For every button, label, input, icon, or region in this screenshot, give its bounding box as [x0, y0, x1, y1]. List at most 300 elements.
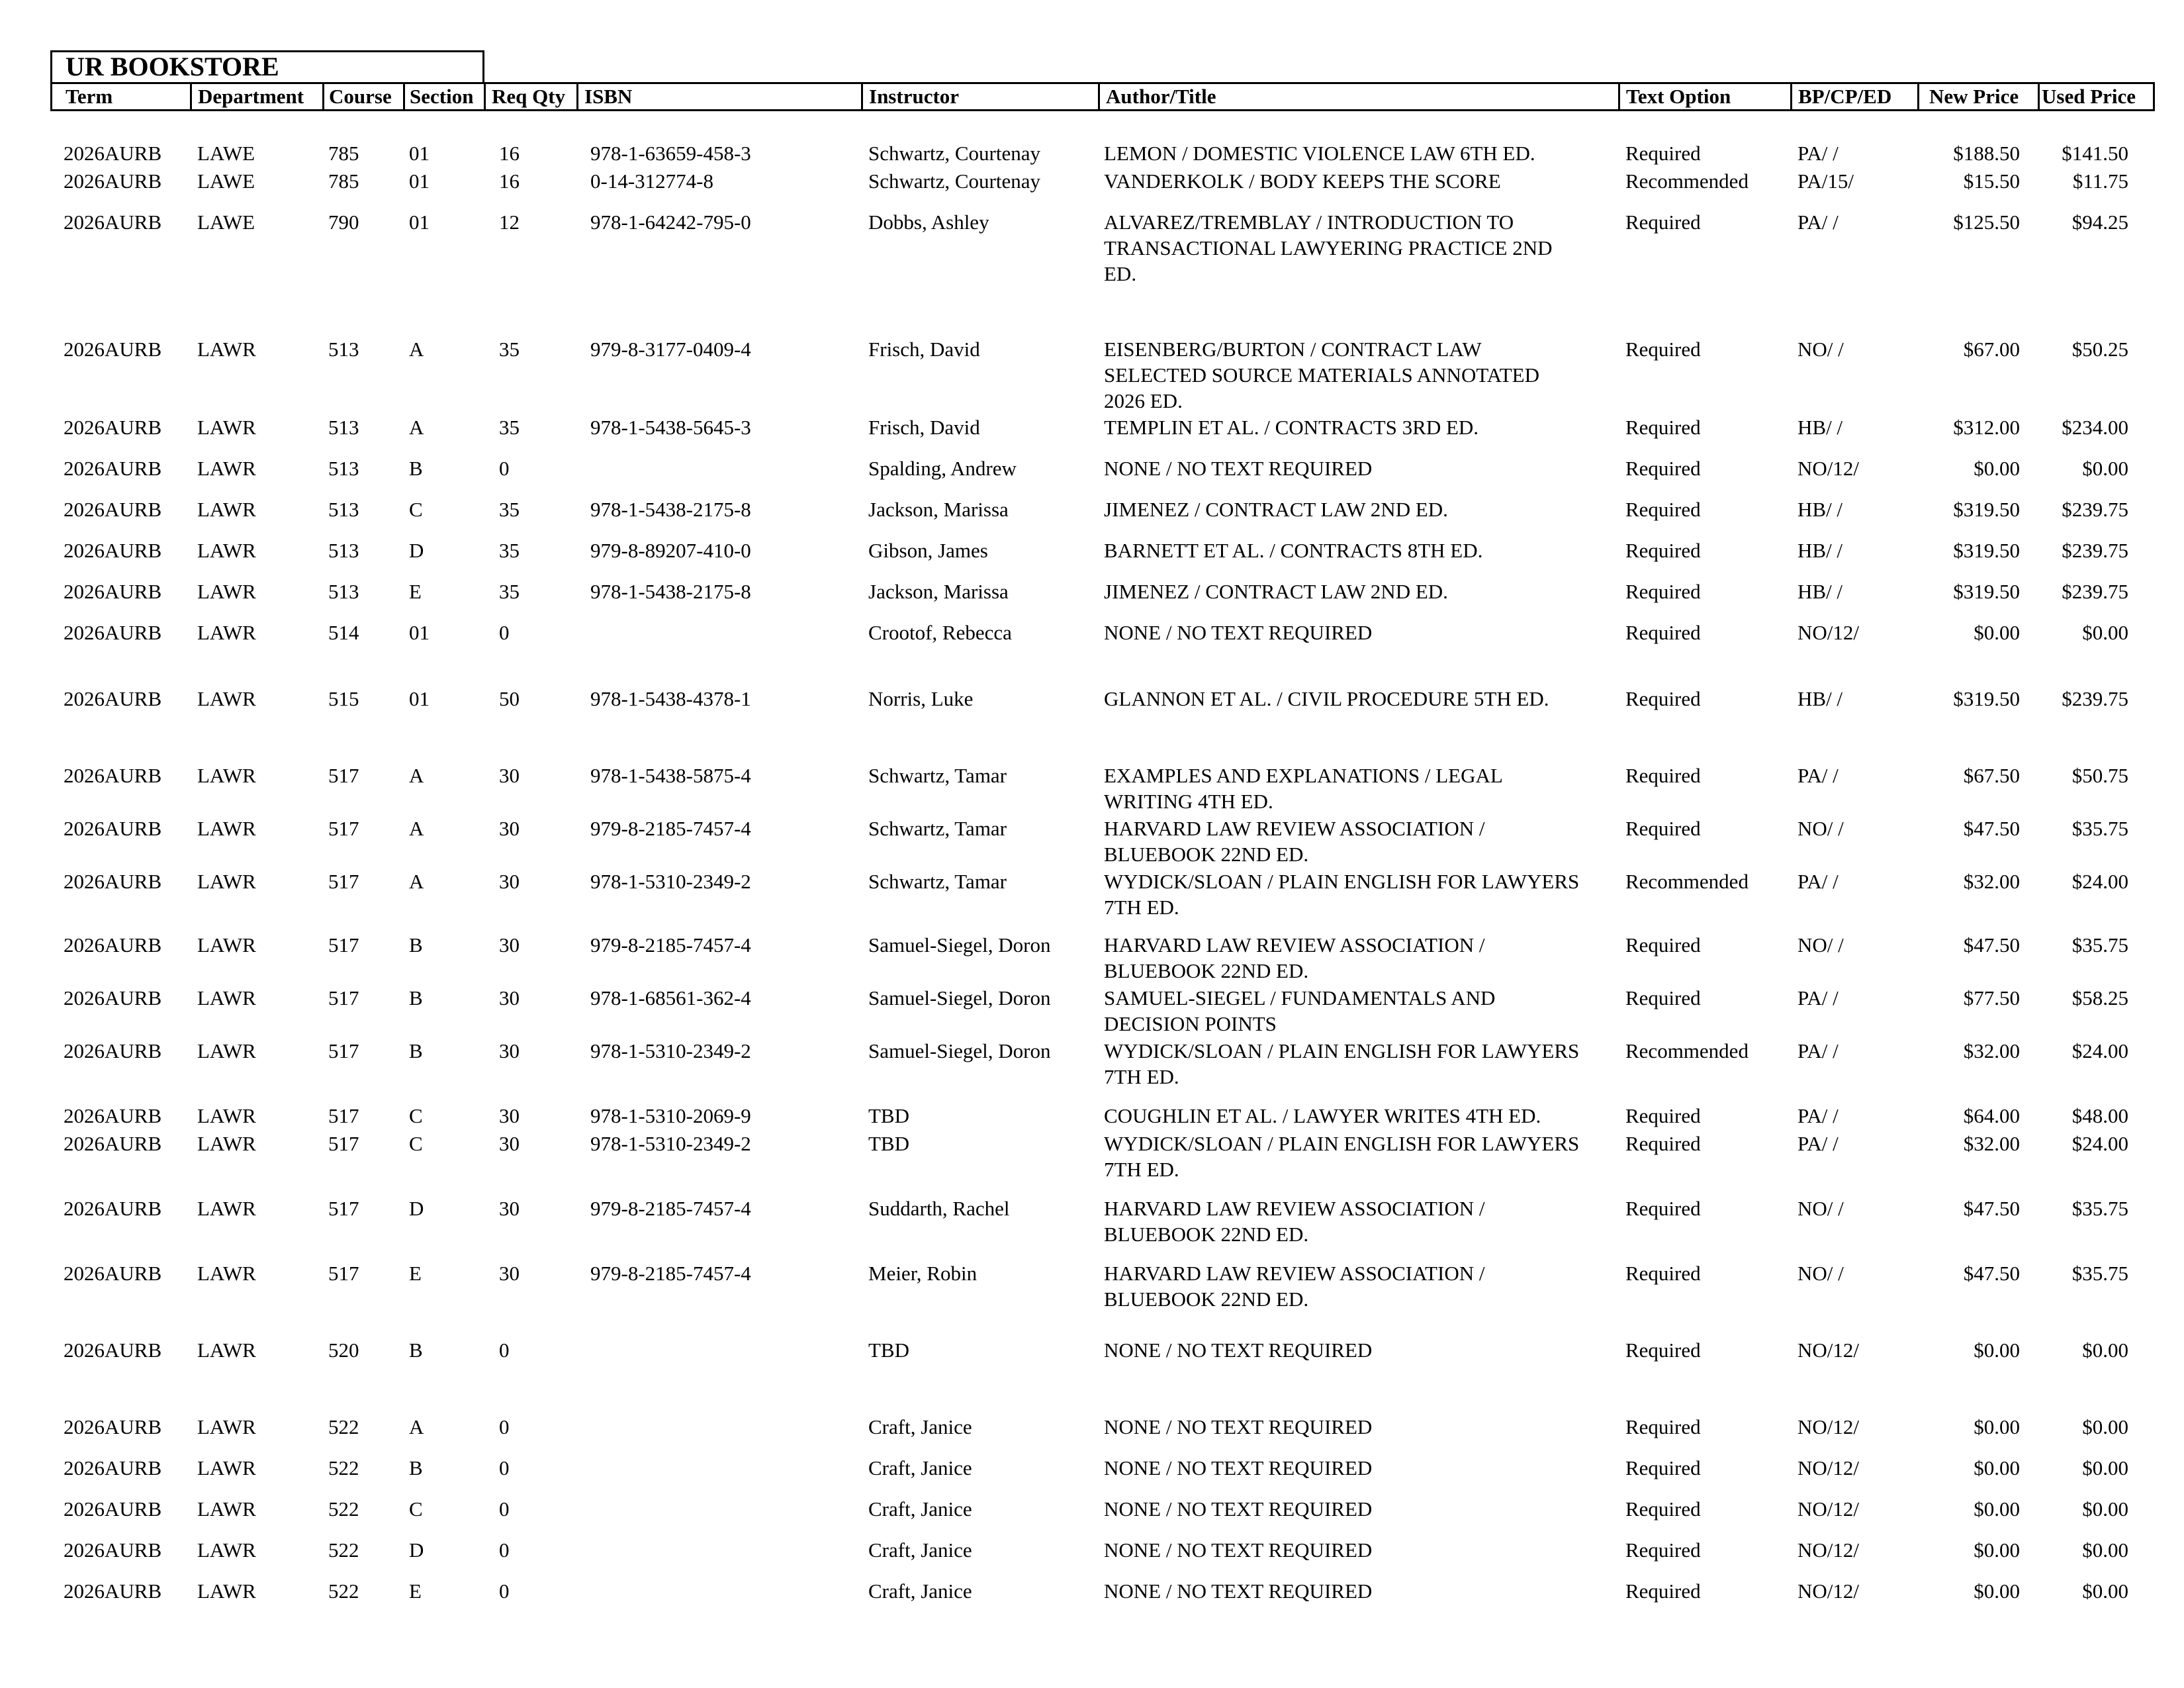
cell-req-qty: 35	[499, 580, 520, 603]
cell-instructor: Craft, Janice	[868, 1538, 972, 1562]
cell-bp-cp-ed: NO/ /	[1797, 338, 1844, 361]
cell-bp-cp-ed: NO/ /	[1797, 933, 1844, 957]
cell-course: 513	[328, 457, 359, 480]
cell-section: C	[409, 1104, 423, 1127]
cell-bp-cp-ed: PA/ /	[1797, 1104, 1839, 1127]
cell-term: 2026AURB	[64, 1197, 162, 1220]
author-title-line: SAMUEL-SIEGEL / FUNDAMENTALS AND	[1104, 986, 1496, 1009]
cell-instructor: Frisch, David	[868, 416, 980, 439]
cell-text-option: Required	[1625, 1262, 1701, 1285]
cell-req-qty: 30	[499, 1132, 520, 1155]
cell-instructor: Jackson, Marissa	[868, 498, 1009, 521]
cell-instructor: Samuel-Siegel, Doron	[868, 986, 1051, 1009]
cell-term: 2026AURB	[64, 338, 162, 361]
cell-isbn: 978-1-5438-2175-8	[590, 580, 751, 603]
cell-instructor: Schwartz, Tamar	[868, 870, 1007, 893]
cell-section: B	[409, 1338, 423, 1362]
cell-instructor: Samuel-Siegel, Doron	[868, 1039, 1051, 1062]
cell-instructor: Norris, Luke	[868, 687, 974, 710]
author-title-line: TRANSACTIONAL LAWYERING PRACTICE 2ND	[1104, 236, 1553, 259]
cell-req-qty: 0	[499, 1538, 510, 1562]
cell-req-qty: 16	[499, 142, 520, 165]
cell-department: LAWR	[197, 764, 256, 787]
author-title-line: NONE / NO TEXT REQUIRED	[1104, 1538, 1373, 1562]
cell-author-title	[1104, 932, 1484, 984]
cell-bp-cp-ed: PA/15/	[1797, 169, 1854, 193]
cell-used-price: $50.25	[2071, 338, 2128, 361]
cell-text-option: Recommended	[1625, 1039, 1749, 1062]
cell-author-title	[1104, 1260, 1484, 1312]
cell-bp-cp-ed: NO/ /	[1797, 817, 1844, 840]
cell-course: 522	[328, 1538, 359, 1562]
author-title-line: TEMPLIN ET AL. / CONTRACTS 3RD ED.	[1104, 416, 1479, 439]
cell-instructor: Schwartz, Courtenay	[868, 142, 1040, 165]
cell-req-qty: 30	[499, 1262, 520, 1285]
cell-used-price: $0.00	[2082, 1579, 2128, 1603]
author-title-line: 7TH ED.	[1104, 896, 1179, 919]
cell-req-qty: 30	[499, 1197, 520, 1220]
cell-bp-cp-ed: HB/ /	[1797, 580, 1843, 603]
cell-isbn: 979-8-89207-410-0	[590, 539, 751, 562]
cell-new-price: $67.00	[1963, 338, 2020, 361]
cell-section: 01	[409, 211, 430, 234]
cell-req-qty: 0	[499, 1415, 510, 1438]
cell-instructor: TBD	[868, 1132, 909, 1155]
cell-isbn: 978-1-68561-362-4	[590, 986, 751, 1009]
cell-author-title	[1104, 1103, 1541, 1129]
cell-bp-cp-ed: PA/ /	[1797, 764, 1839, 787]
cell-section: 01	[409, 142, 430, 165]
author-title-line: ALVAREZ/TREMBLAY / INTRODUCTION TO	[1104, 211, 1514, 234]
cell-used-price: $239.75	[2062, 498, 2128, 521]
cell-used-price: $24.00	[2071, 1132, 2128, 1155]
cell-req-qty: 50	[499, 687, 520, 710]
cell-instructor: Craft, Janice	[868, 1456, 972, 1479]
cell-author-title	[1104, 985, 1495, 1037]
cell-bp-cp-ed: NO/12/	[1797, 1538, 1859, 1562]
cell-term: 2026AURB	[64, 498, 162, 521]
author-title-line: VANDERKOLK / BODY KEEPS THE SCORE	[1104, 169, 1501, 193]
cell-course: 517	[328, 1132, 359, 1155]
cell-department: LAWE	[197, 211, 255, 234]
cell-text-option: Required	[1625, 1579, 1701, 1603]
cell-section: C	[409, 498, 423, 521]
cell-department: LAWR	[197, 986, 256, 1009]
header-course: Course	[329, 85, 392, 108]
cell-section: A	[409, 338, 424, 361]
cell-course: 513	[328, 416, 359, 439]
cell-text-option: Required	[1625, 764, 1701, 787]
cell-new-price: $319.50	[1953, 580, 2020, 603]
author-title-line: WYDICK/SLOAN / PLAIN ENGLISH FOR LAWYERS	[1104, 1132, 1580, 1155]
cell-department: LAWR	[197, 580, 256, 603]
cell-department: LAWR	[197, 687, 256, 710]
cell-section: 01	[409, 621, 430, 644]
cell-text-option: Required	[1625, 142, 1701, 165]
cell-text-option: Required	[1625, 933, 1701, 957]
cell-isbn: 978-1-5438-2175-8	[590, 498, 751, 521]
cell-course: 517	[328, 817, 359, 840]
cell-req-qty: 30	[499, 986, 520, 1009]
cell-isbn: 978-1-5438-4378-1	[590, 687, 751, 710]
cell-section: D	[409, 1538, 424, 1562]
cell-used-price: $35.75	[2071, 817, 2128, 840]
cell-section: B	[409, 933, 423, 957]
cell-department: LAWR	[197, 1415, 256, 1438]
author-title-line: LEMON / DOMESTIC VIOLENCE LAW 6TH ED.	[1104, 142, 1535, 165]
cell-section: E	[409, 580, 422, 603]
cell-bp-cp-ed: PA/ /	[1797, 1132, 1839, 1155]
cell-req-qty: 30	[499, 1039, 520, 1062]
cell-department: LAWR	[197, 457, 256, 480]
author-title-line: BLUEBOOK 22ND ED.	[1104, 1223, 1309, 1246]
cell-author-title	[1104, 140, 1535, 166]
cell-new-price: $64.00	[1963, 1104, 2020, 1127]
cell-course: 522	[328, 1497, 359, 1521]
cell-req-qty: 30	[499, 1104, 520, 1127]
cell-isbn: 978-1-5310-2349-2	[590, 870, 751, 893]
author-title-line: BARNETT ET AL. / CONTRACTS 8TH ED.	[1104, 539, 1483, 562]
cell-new-price: $0.00	[1974, 1456, 2020, 1479]
author-title-line: HARVARD LAW REVIEW ASSOCIATION /	[1104, 1262, 1485, 1285]
cell-new-price: $0.00	[1974, 1497, 2020, 1521]
cell-author-title	[1104, 1455, 1372, 1481]
author-title-line: 2026 ED.	[1104, 389, 1183, 412]
author-title-line: 7TH ED.	[1104, 1065, 1179, 1088]
cell-author-title	[1104, 1414, 1372, 1440]
cell-department: LAWR	[197, 1338, 256, 1362]
author-title-line: BLUEBOOK 22ND ED.	[1104, 843, 1309, 866]
cell-section: A	[409, 764, 424, 787]
cell-department: LAWR	[197, 1104, 256, 1127]
cell-term: 2026AURB	[64, 1497, 162, 1521]
cell-isbn: 979-8-2185-7457-4	[590, 933, 751, 957]
cell-instructor: Gibson, James	[868, 539, 988, 562]
cell-course: 513	[328, 580, 359, 603]
cell-bp-cp-ed: NO/12/	[1797, 1415, 1859, 1438]
author-title-line: NONE / NO TEXT REQUIRED	[1104, 457, 1373, 480]
cell-new-price: $32.00	[1963, 870, 2020, 893]
cell-section: E	[409, 1579, 422, 1603]
cell-term: 2026AURB	[64, 142, 162, 165]
author-title-line: 7TH ED.	[1104, 1158, 1179, 1181]
cell-instructor: Schwartz, Tamar	[868, 764, 1007, 787]
cell-section: 01	[409, 169, 430, 193]
cell-author-title	[1104, 1196, 1484, 1247]
cell-req-qty: 30	[499, 870, 520, 893]
cell-text-option: Required	[1625, 1538, 1701, 1562]
header-req-qty: Req Qty	[492, 85, 566, 108]
cell-author-title	[1104, 168, 1501, 194]
cell-new-price: $32.00	[1963, 1132, 2020, 1155]
cell-section: A	[409, 416, 424, 439]
cell-new-price: $319.50	[1953, 687, 2020, 710]
cell-instructor: Suddarth, Rachel	[868, 1197, 1010, 1220]
cell-text-option: Recommended	[1625, 169, 1749, 193]
cell-used-price: $0.00	[2082, 1538, 2128, 1562]
cell-section: C	[409, 1132, 423, 1155]
cell-author-title	[1104, 209, 1552, 287]
cell-term: 2026AURB	[64, 539, 162, 562]
cell-course: 517	[328, 986, 359, 1009]
cell-req-qty: 35	[499, 338, 520, 361]
author-title-line: GLANNON ET AL. / CIVIL PROCEDURE 5TH ED.	[1104, 687, 1549, 710]
author-title-line: NONE / NO TEXT REQUIRED	[1104, 1579, 1373, 1603]
cell-department: LAWR	[197, 539, 256, 562]
header-instructor: Instructor	[869, 85, 960, 108]
cell-new-price: $0.00	[1974, 1338, 2020, 1362]
author-title-line: NONE / NO TEXT REQUIRED	[1104, 1456, 1373, 1479]
cell-used-price: $35.75	[2071, 1197, 2128, 1220]
cell-req-qty: 30	[499, 933, 520, 957]
author-title-line: EXAMPLES AND EXPLANATIONS / LEGAL	[1104, 764, 1503, 787]
author-title-line: HARVARD LAW REVIEW ASSOCIATION /	[1104, 1197, 1485, 1220]
cell-isbn: 978-1-5310-2349-2	[590, 1132, 751, 1155]
cell-course: 520	[328, 1338, 359, 1362]
author-title-line: HARVARD LAW REVIEW ASSOCIATION /	[1104, 933, 1485, 957]
cell-bp-cp-ed: PA/ /	[1797, 142, 1839, 165]
cell-used-price: $239.75	[2062, 580, 2128, 603]
header-used-price: Used Price	[2042, 85, 2136, 108]
author-title-line: NONE / NO TEXT REQUIRED	[1104, 1497, 1373, 1521]
cell-instructor: Samuel-Siegel, Doron	[868, 933, 1051, 957]
author-title-line: BLUEBOOK 22ND ED.	[1104, 959, 1309, 982]
cell-course: 517	[328, 764, 359, 787]
cell-text-option: Required	[1625, 687, 1701, 710]
cell-used-price: $234.00	[2062, 416, 2128, 439]
cell-author-title	[1104, 868, 1579, 920]
cell-term: 2026AURB	[64, 1579, 162, 1603]
cell-isbn: 978-1-5438-5875-4	[590, 764, 751, 787]
cell-used-price: $11.75	[2072, 169, 2128, 193]
cell-used-price: $141.50	[2062, 142, 2128, 165]
cell-term: 2026AURB	[64, 211, 162, 234]
cell-text-option: Required	[1625, 498, 1701, 521]
cell-author-title	[1104, 455, 1372, 481]
cell-used-price: $24.00	[2071, 870, 2128, 893]
cell-author-title	[1104, 816, 1484, 867]
author-title-line: HARVARD LAW REVIEW ASSOCIATION /	[1104, 817, 1485, 840]
cell-section: B	[409, 986, 423, 1009]
cell-req-qty: 35	[499, 498, 520, 521]
cell-text-option: Required	[1625, 457, 1701, 480]
cell-req-qty: 30	[499, 817, 520, 840]
cell-new-price: $312.00	[1953, 416, 2020, 439]
cell-term: 2026AURB	[64, 1262, 162, 1285]
cell-course: 513	[328, 338, 359, 361]
cell-term: 2026AURB	[64, 1415, 162, 1438]
cell-new-price: $47.50	[1963, 933, 2020, 957]
cell-department: LAWR	[197, 933, 256, 957]
cell-course: 517	[328, 1039, 359, 1062]
cell-course: 785	[328, 169, 359, 193]
cell-term: 2026AURB	[64, 1456, 162, 1479]
cell-course: 790	[328, 211, 359, 234]
cell-new-price: $188.50	[1953, 142, 2020, 165]
cell-bp-cp-ed: NO/12/	[1797, 621, 1859, 644]
cell-text-option: Required	[1625, 1197, 1701, 1220]
cell-used-price: $0.00	[2082, 621, 2128, 644]
cell-course: 517	[328, 1104, 359, 1127]
cell-bp-cp-ed: NO/12/	[1797, 1456, 1859, 1479]
cell-new-price: $77.50	[1963, 986, 2020, 1009]
cell-new-price: $125.50	[1953, 211, 2020, 234]
cell-text-option: Required	[1625, 338, 1701, 361]
cell-course: 513	[328, 539, 359, 562]
cell-term: 2026AURB	[64, 580, 162, 603]
cell-text-option: Required	[1625, 1132, 1701, 1155]
cell-author-title	[1104, 763, 1503, 814]
cell-used-price: $50.75	[2071, 764, 2128, 787]
cell-course: 513	[328, 498, 359, 521]
cell-isbn: 0-14-312774-8	[590, 169, 713, 193]
cell-req-qty: 12	[499, 211, 520, 234]
cell-text-option: Required	[1625, 1497, 1701, 1521]
cell-used-price: $0.00	[2082, 457, 2128, 480]
cell-instructor: TBD	[868, 1338, 909, 1362]
cell-instructor: Frisch, David	[868, 338, 980, 361]
cell-text-option: Required	[1625, 416, 1701, 439]
cell-new-price: $0.00	[1974, 1415, 2020, 1438]
cell-section: D	[409, 539, 424, 562]
cell-new-price: $0.00	[1974, 1579, 2020, 1603]
cell-text-option: Required	[1625, 621, 1701, 644]
cell-course: 517	[328, 870, 359, 893]
cell-new-price: $47.50	[1963, 817, 2020, 840]
cell-section: B	[409, 457, 423, 480]
cell-instructor: Craft, Janice	[868, 1497, 972, 1521]
cell-bp-cp-ed: HB/ /	[1797, 539, 1843, 562]
cell-course: 522	[328, 1579, 359, 1603]
author-title-line: WRITING 4TH ED.	[1104, 790, 1273, 813]
cell-term: 2026AURB	[64, 416, 162, 439]
cell-term: 2026AURB	[64, 1132, 162, 1155]
cell-instructor: Meier, Robin	[868, 1262, 978, 1285]
cell-term: 2026AURB	[64, 1104, 162, 1127]
cell-bp-cp-ed: NO/12/	[1797, 457, 1859, 480]
cell-used-price: $0.00	[2082, 1497, 2128, 1521]
cell-term: 2026AURB	[64, 933, 162, 957]
cell-department: LAWR	[197, 1579, 256, 1603]
header-bp-cp-ed: BP/CP/ED	[1798, 85, 1892, 108]
cell-new-price: $32.00	[1963, 1039, 2020, 1062]
cell-text-option: Required	[1625, 986, 1701, 1009]
cell-req-qty: 0	[499, 1579, 510, 1603]
cell-author-title	[1104, 1578, 1372, 1604]
cell-isbn: 979-8-2185-7457-4	[590, 817, 751, 840]
cell-course: 517	[328, 1262, 359, 1285]
cell-used-price: $24.00	[2071, 1039, 2128, 1062]
cell-new-price: $0.00	[1974, 1538, 2020, 1562]
author-title-line: COUGHLIN ET AL. / LAWYER WRITES 4TH ED.	[1104, 1104, 1541, 1127]
cell-author-title	[1104, 620, 1372, 645]
cell-used-price: $239.75	[2062, 539, 2128, 562]
cell-course: 514	[328, 621, 359, 644]
cell-department: LAWR	[197, 621, 256, 644]
cell-department: LAWR	[197, 1197, 256, 1220]
cell-author-title	[1104, 686, 1549, 712]
cell-used-price: $0.00	[2082, 1456, 2128, 1479]
cell-req-qty: 35	[499, 416, 520, 439]
cell-used-price: $48.00	[2071, 1104, 2128, 1127]
cell-section: E	[409, 1262, 422, 1285]
header-author-title: Author/Title	[1106, 85, 1216, 108]
header-section: Section	[410, 85, 474, 108]
cell-new-price: $47.50	[1963, 1197, 2020, 1220]
cell-used-price: $94.25	[2071, 211, 2128, 234]
cell-bp-cp-ed: NO/ /	[1797, 1197, 1844, 1220]
cell-section: B	[409, 1456, 423, 1479]
cell-department: LAWR	[197, 1039, 256, 1062]
cell-instructor: TBD	[868, 1104, 909, 1127]
cell-text-option: Required	[1625, 817, 1701, 840]
cell-text-option: Required	[1625, 1456, 1701, 1479]
cell-term: 2026AURB	[64, 764, 162, 787]
cell-new-price: $0.00	[1974, 457, 2020, 480]
author-title-line: NONE / NO TEXT REQUIRED	[1104, 1415, 1373, 1438]
cell-isbn: 978-1-5310-2349-2	[590, 1039, 751, 1062]
cell-isbn: 978-1-64242-795-0	[590, 211, 751, 234]
cell-req-qty: 35	[499, 539, 520, 562]
cell-new-price: $47.50	[1963, 1262, 2020, 1285]
cell-req-qty: 0	[499, 621, 510, 644]
cell-author-title	[1104, 414, 1479, 440]
cell-section: 01	[409, 687, 430, 710]
cell-bp-cp-ed: HB/ /	[1797, 498, 1843, 521]
cell-instructor: Dobbs, Ashley	[868, 211, 989, 234]
cell-bp-cp-ed: NO/12/	[1797, 1579, 1859, 1603]
author-title-line: SELECTED SOURCE MATERIALS ANNOTATED	[1104, 363, 1539, 387]
cell-course: 785	[328, 142, 359, 165]
cell-instructor: Craft, Janice	[868, 1415, 972, 1438]
cell-department: LAWR	[197, 338, 256, 361]
cell-section: C	[409, 1497, 423, 1521]
cell-author-title	[1104, 1337, 1372, 1363]
cell-department: LAWR	[197, 817, 256, 840]
cell-course: 517	[328, 933, 359, 957]
cell-term: 2026AURB	[64, 687, 162, 710]
cell-bp-cp-ed: NO/ /	[1797, 1262, 1844, 1285]
cell-term: 2026AURB	[64, 621, 162, 644]
header-isbn: ISBN	[584, 85, 633, 108]
cell-course: 517	[328, 1197, 359, 1220]
header-department: Department	[198, 85, 304, 108]
cell-department: LAWR	[197, 1497, 256, 1521]
cell-new-price: $0.00	[1974, 621, 2020, 644]
cell-department: LAWR	[197, 1262, 256, 1285]
cell-department: LAWR	[197, 1538, 256, 1562]
cell-new-price: $319.50	[1953, 539, 2020, 562]
header-term: Term	[66, 85, 113, 108]
cell-department: LAWE	[197, 142, 255, 165]
cell-bp-cp-ed: NO/12/	[1797, 1497, 1859, 1521]
cell-term: 2026AURB	[64, 870, 162, 893]
cell-new-price: $15.50	[1963, 169, 2020, 193]
cell-term: 2026AURB	[64, 1338, 162, 1362]
cell-text-option: Required	[1625, 1104, 1701, 1127]
cell-new-price: $319.50	[1953, 498, 2020, 521]
author-title-line: NONE / NO TEXT REQUIRED	[1104, 1338, 1373, 1362]
author-title-line: BLUEBOOK 22ND ED.	[1104, 1288, 1309, 1311]
author-title-line: JIMENEZ / CONTRACT LAW 2ND ED.	[1104, 498, 1448, 521]
cell-author-title	[1104, 336, 1539, 414]
cell-req-qty: 0	[499, 1497, 510, 1521]
cell-text-option: Recommended	[1625, 870, 1749, 893]
header-text-option: Text Option	[1626, 85, 1731, 108]
cell-term: 2026AURB	[64, 457, 162, 480]
cell-bp-cp-ed: PA/ /	[1797, 986, 1839, 1009]
cell-term: 2026AURB	[64, 817, 162, 840]
